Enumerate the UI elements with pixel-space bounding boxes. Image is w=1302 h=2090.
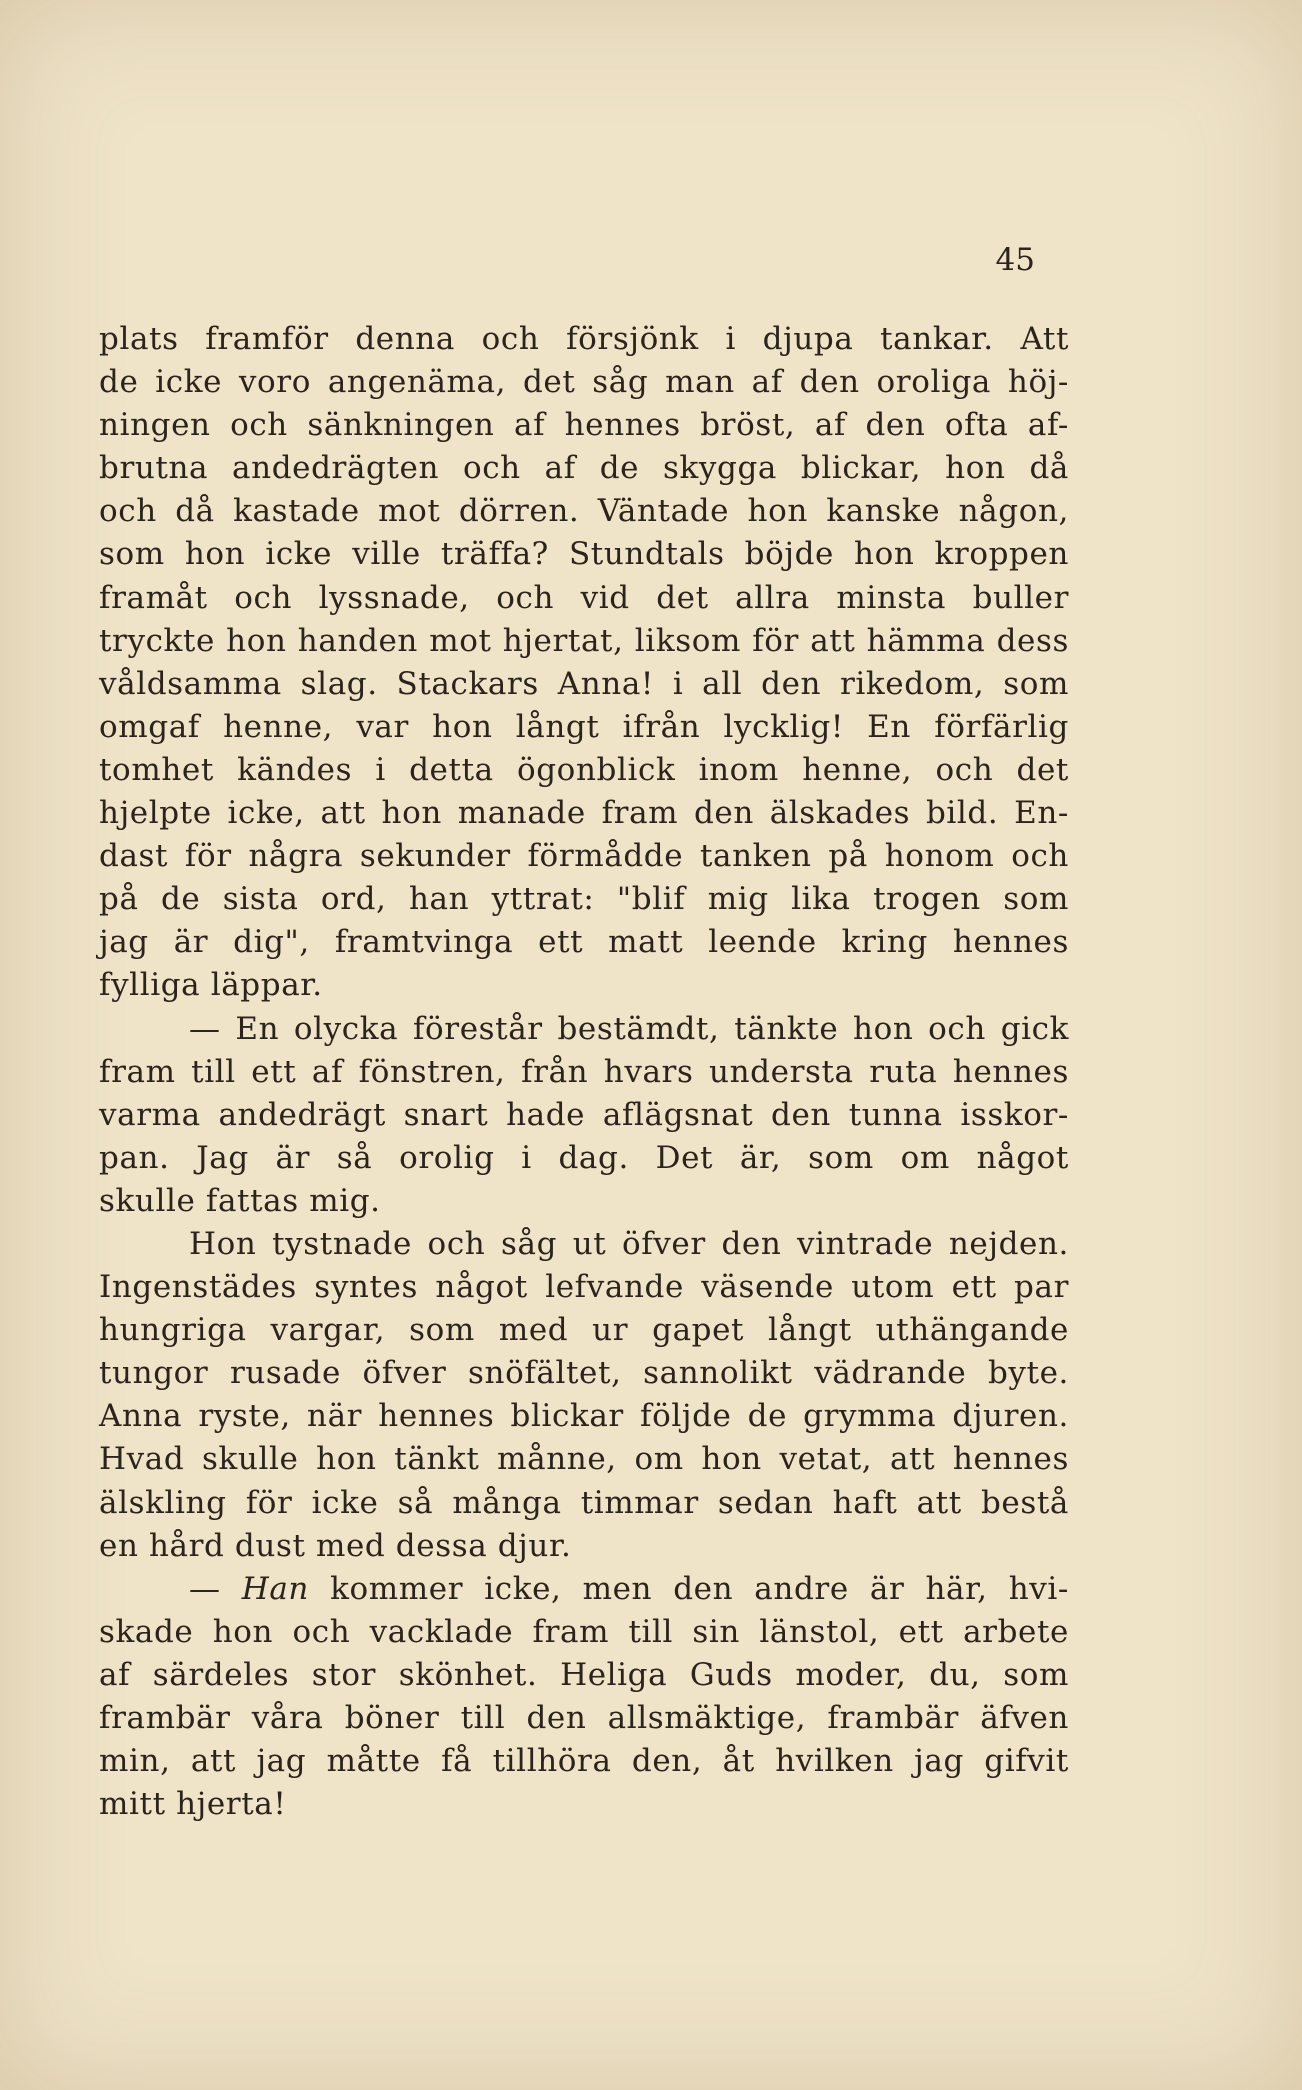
text-line: våldsamma slag. Stackars Anna! i all den rikedom, som: [99, 665, 1069, 702]
text-line: älskling för icke så många timmar sedan haft att bestå: [99, 1484, 1069, 1521]
text-line: framåt och lyssnade, och vid det allra minsta buller: [99, 579, 1069, 616]
text-line: som hon icke ville träffa? Stundtals böjde hon kroppen: [99, 536, 1069, 573]
text-line: skulle fattas mig.: [99, 1182, 381, 1219]
body-text: [99, 318, 1069, 1826]
text-line: Anna ryste, när hennes blickar följde de grymma djuren.: [99, 1398, 1069, 1435]
text-line: Hvad skulle hon tänkt månne, om hon vetat, att hennes: [99, 1441, 1069, 1478]
text-segment: kommer icke, men den andre är här, hvi-: [309, 1570, 1069, 1607]
text-line: hungriga vargar, som med ur gapet långt uthängande: [99, 1312, 1069, 1349]
text-line: plats framför denna och försjönk i djupa tankar. Att: [99, 321, 1069, 357]
text-line: tomhet kändes i detta ögonblick inom henne, och det: [99, 751, 1069, 788]
text-line: brutna andedrägten och af de skygga blickar, hon då: [99, 450, 1069, 487]
text-line: — En olycka förestår bestämdt, tänkte hon och gick: [189, 1010, 1069, 1047]
text-line: och då kastade mot dörren. Väntade hon kanske någon,: [99, 493, 1069, 530]
text-line: de icke voro angenäma, det såg man af den oroliga höj-: [99, 364, 1069, 401]
text-line: [99, 1568, 1069, 1611]
text-line: varma andedrägt snart hade aflägsnat den tunna isskor-: [99, 1096, 1069, 1133]
text-line: frambär våra böner till den allsmäktige, frambär äfven: [99, 1700, 1069, 1736]
text-line: Hon tystnade och såg ut öfver den vintrade nejden.: [189, 1225, 1069, 1262]
text-line: på de sista ord, han yttrat: "blif mig lika trogen som: [99, 881, 1069, 918]
italic-word: Han: [241, 1570, 310, 1607]
text-line: en hård dust med dessa djur.: [99, 1527, 572, 1564]
text-line: jag är dig", framtvinga ett matt leende kring hennes: [99, 924, 1069, 961]
text-line: fylliga läppar.: [99, 967, 323, 1004]
text-line: omgaf henne, var hon långt ifrån lycklig! En förfärlig: [99, 708, 1069, 745]
text-line: Ingenstädes syntes något lefvande väsende utom ett par: [99, 1269, 1069, 1306]
text-line: dast för några sekunder förmådde tanken på honom och: [99, 838, 1069, 875]
text-line: skade hon och vacklade fram till sin länstol, ett arbete: [99, 1613, 1069, 1650]
text-line: min, att jag måtte få tillhöra den, åt hvilken jag gifvit: [99, 1743, 1069, 1780]
text-line: mitt hjerta!: [99, 1786, 287, 1823]
text-line: hjelpte icke, att hon manade fram den älskades bild. En-: [99, 795, 1069, 832]
text-line: af särdeles stor skönhet. Heliga Guds moder, du, som: [99, 1656, 1069, 1693]
text-line: tungor rusade öfver snöfältet, sannolikt vädrande byte.: [99, 1355, 1069, 1392]
text-line: fram till ett af fönstren, från hvars understa ruta hennes: [99, 1053, 1069, 1090]
text-line: ningen och sänkningen af hennes bröst, af den ofta af-: [99, 407, 1069, 444]
text-line: pan. Jag är så orolig i dag. Det är, som om något: [99, 1139, 1069, 1176]
text-segment: —: [189, 1570, 242, 1607]
text-line: tryckte hon handen mot hjertat, liksom för att hämma dess: [99, 622, 1069, 659]
page-number: 45: [995, 242, 1035, 278]
